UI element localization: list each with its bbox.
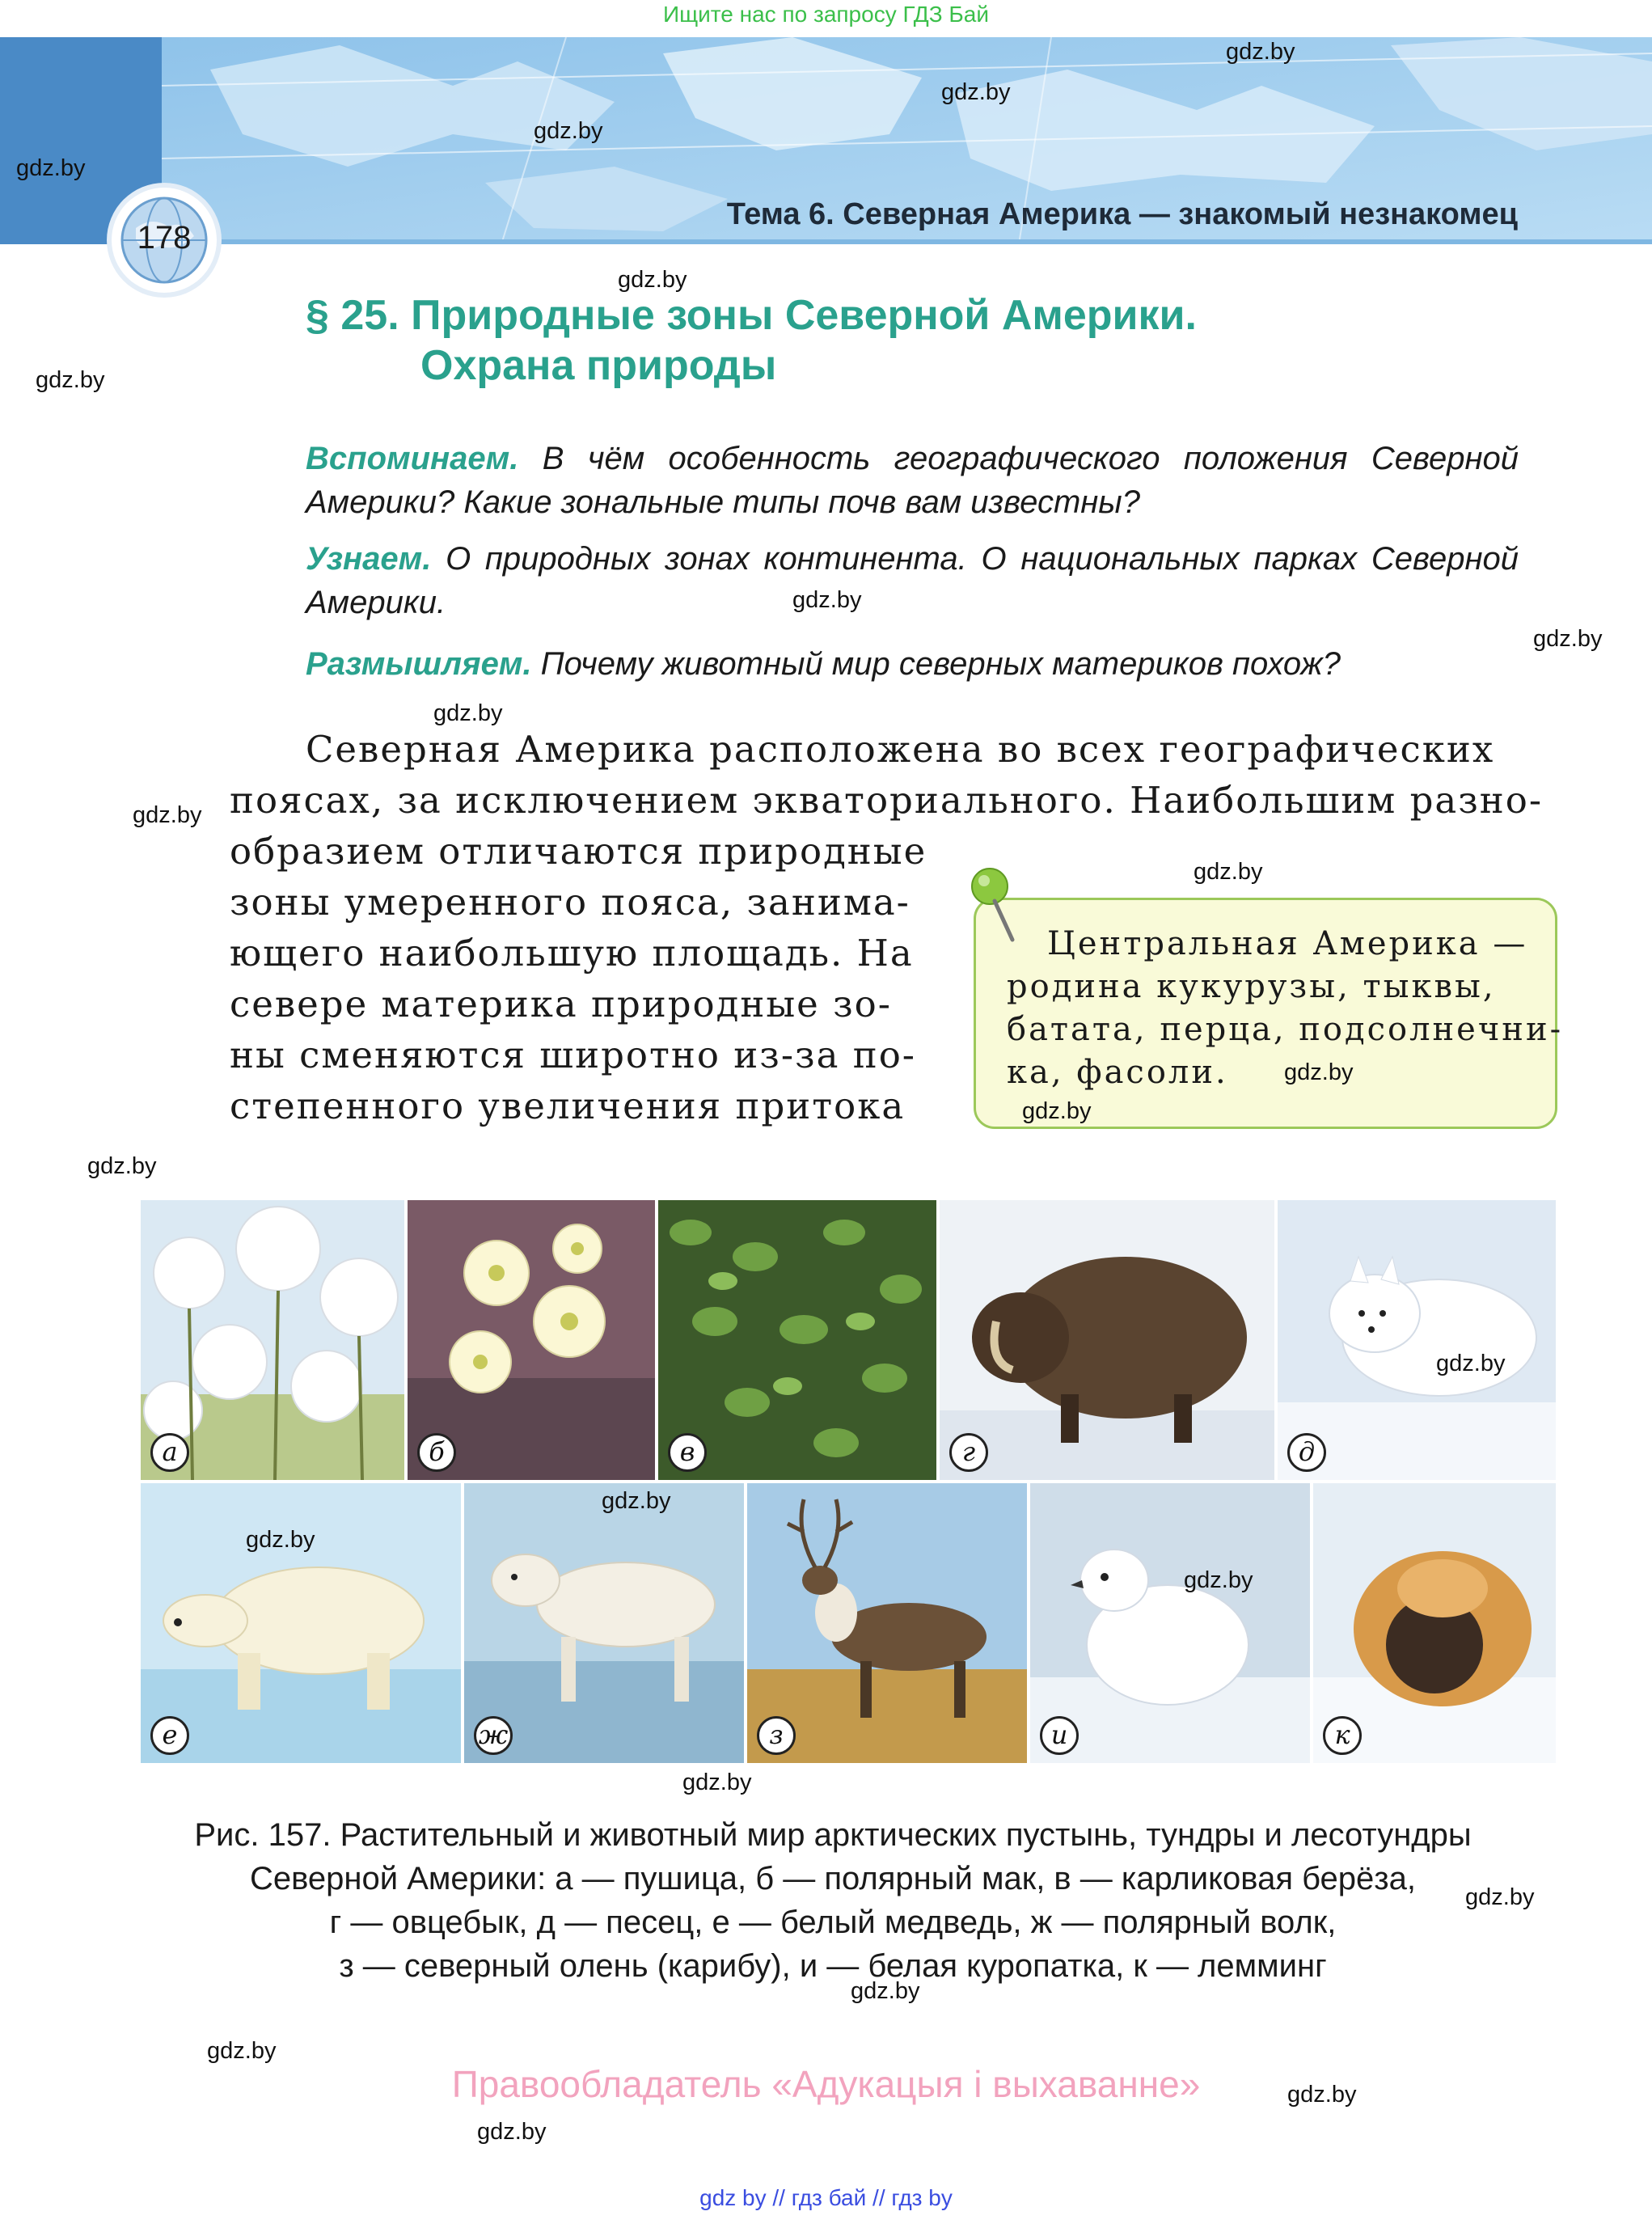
main-text-line-8: степенного увеличения притока xyxy=(230,1085,906,1127)
main-text-line-5: ющего наибольшую площадь. На xyxy=(230,932,914,975)
remember-text-1: В чём особенность географического положения Северной xyxy=(542,441,1519,476)
photo-label-z: з xyxy=(757,1716,796,1755)
think-label: Размышляем. xyxy=(306,646,532,682)
learn-text-1: О природных зонах континента. О национальных парках Северной xyxy=(446,541,1519,577)
note-line-3: батата, перца, подсолнечни- xyxy=(1007,1011,1564,1048)
learn-text-2: Америки. xyxy=(306,585,446,620)
note-line-2: родина кукурузы, тыквы, xyxy=(1007,968,1496,1005)
photo-label-i: и xyxy=(1040,1716,1079,1755)
photo-label-a: а xyxy=(150,1433,189,1472)
caption-line-3: г — овцебык, д — песец, е — белый медведь, ж — полярный волк, xyxy=(329,1905,1337,1940)
watermark: gdz.by xyxy=(618,267,687,293)
watermark: gdz.by xyxy=(1436,1351,1506,1376)
section-title-line-2: Охрана природы xyxy=(420,342,777,389)
remember-label: Вспоминаем. xyxy=(306,441,519,476)
main-text-line-4: зоны умеренного пояса, занима- xyxy=(230,881,911,924)
watermark: gdz.by xyxy=(36,367,105,393)
watermark: gdz.by xyxy=(1184,1567,1253,1593)
intro-learn xyxy=(306,537,1519,624)
photo-ptarmigan xyxy=(1030,1483,1310,1763)
watermark: gdz.by xyxy=(1465,1884,1535,1910)
main-text-line-7: ны сменяются широтно из-за по- xyxy=(230,1034,917,1076)
photo-arctic-poppy xyxy=(408,1200,655,1480)
photo-dwarf-birch xyxy=(658,1200,936,1480)
think-text: Почему животный мир северных материков похож? xyxy=(540,646,1341,682)
watermark: gdz.by xyxy=(433,700,503,726)
muskox-image xyxy=(940,1200,1274,1480)
note-box xyxy=(974,898,1564,1129)
photo-muskox xyxy=(940,1200,1274,1480)
photo-arctic-fox xyxy=(1278,1200,1556,1480)
photo-caribou xyxy=(747,1483,1027,1763)
section-title-line-1: § 25. Природные зоны Северной Америки. xyxy=(306,292,1197,339)
photo-polar-wolf xyxy=(464,1483,744,1763)
page-number: 178 xyxy=(137,220,192,256)
watermark: gdz.by xyxy=(1533,626,1603,652)
intro-remember xyxy=(306,437,1519,524)
caption-line-4: з — северный олень (карибу), и — белая куропатка, к — лемминг xyxy=(339,1948,1327,1984)
watermark: gdz.by xyxy=(477,2119,547,2145)
main-text-line-2: поясах, за исключением экваториального. Наибольшим разно- xyxy=(230,779,1544,822)
photo-label-b: б xyxy=(417,1433,456,1472)
watermark: gdz.by xyxy=(207,2038,277,2064)
photo-cottongrass xyxy=(141,1200,404,1480)
topic-header: Тема 6. Северная Америка — знакомый незнакомец xyxy=(726,197,1518,231)
pushpin-icon xyxy=(967,865,1024,946)
photo-label-d: д xyxy=(1287,1433,1326,1472)
main-text-line-1: Северная Америка расположена во всех географических xyxy=(306,728,1495,771)
watermark: gdz.by xyxy=(1194,859,1263,885)
rights-holder: Правообладатель «Адукацыя і выхаванне» xyxy=(451,2063,1201,2105)
photo-label-e: е xyxy=(150,1716,189,1755)
footer-links[interactable]: gdz by // гдз бай // гдз by xyxy=(699,2185,953,2210)
watermark: gdz.by xyxy=(16,155,86,181)
main-text-line-3: образием отличаются природные xyxy=(230,830,927,873)
note-line-1: Центральная Америка — xyxy=(1047,925,1528,962)
photo-label-k: к xyxy=(1323,1716,1362,1755)
watermark: gdz.by xyxy=(1287,2082,1357,2108)
top-search-banner: Ищите нас по запросу ГДЗ Бай xyxy=(662,2,990,27)
caption-line-1: Рис. 157. Растительный и животный мир арктических пустынь, тундры и лесотундры xyxy=(194,1817,1472,1853)
polar-bear-image xyxy=(141,1483,461,1763)
photo-label-zh: ж xyxy=(474,1716,513,1755)
remember-text-2: Америки? Какие зональные типы почв вам известны? xyxy=(306,484,1140,520)
learn-label: Узнаем. xyxy=(306,541,432,577)
watermark: gdz.by xyxy=(792,587,862,613)
caption-line-2: Северной Америки: а — пушица, б — полярный мак, в — карликовая берёза, xyxy=(249,1861,1416,1896)
watermark: gdz.by xyxy=(1284,1059,1354,1085)
watermark: gdz.by xyxy=(682,1769,752,1795)
watermark: gdz.by xyxy=(602,1488,671,1514)
watermark: gdz.by xyxy=(851,1978,920,2004)
photo-label-v: в xyxy=(668,1433,707,1472)
photo-label-g: г xyxy=(949,1433,988,1472)
watermark: gdz.by xyxy=(941,79,1011,105)
watermark: gdz.by xyxy=(534,118,603,144)
main-text-line-6: севере материка природные зо- xyxy=(230,983,892,1025)
watermark: gdz.by xyxy=(1226,39,1295,65)
watermark: gdz.by xyxy=(87,1153,157,1179)
note-line-4: ка, фасоли. xyxy=(1007,1054,1228,1091)
photo-lemming xyxy=(1313,1483,1556,1763)
intro-think xyxy=(306,642,1519,686)
watermark: gdz.by xyxy=(246,1527,315,1553)
photo-polar-bear xyxy=(141,1483,461,1763)
watermark: gdz.by xyxy=(133,802,202,828)
watermark: gdz.by xyxy=(1022,1098,1092,1124)
